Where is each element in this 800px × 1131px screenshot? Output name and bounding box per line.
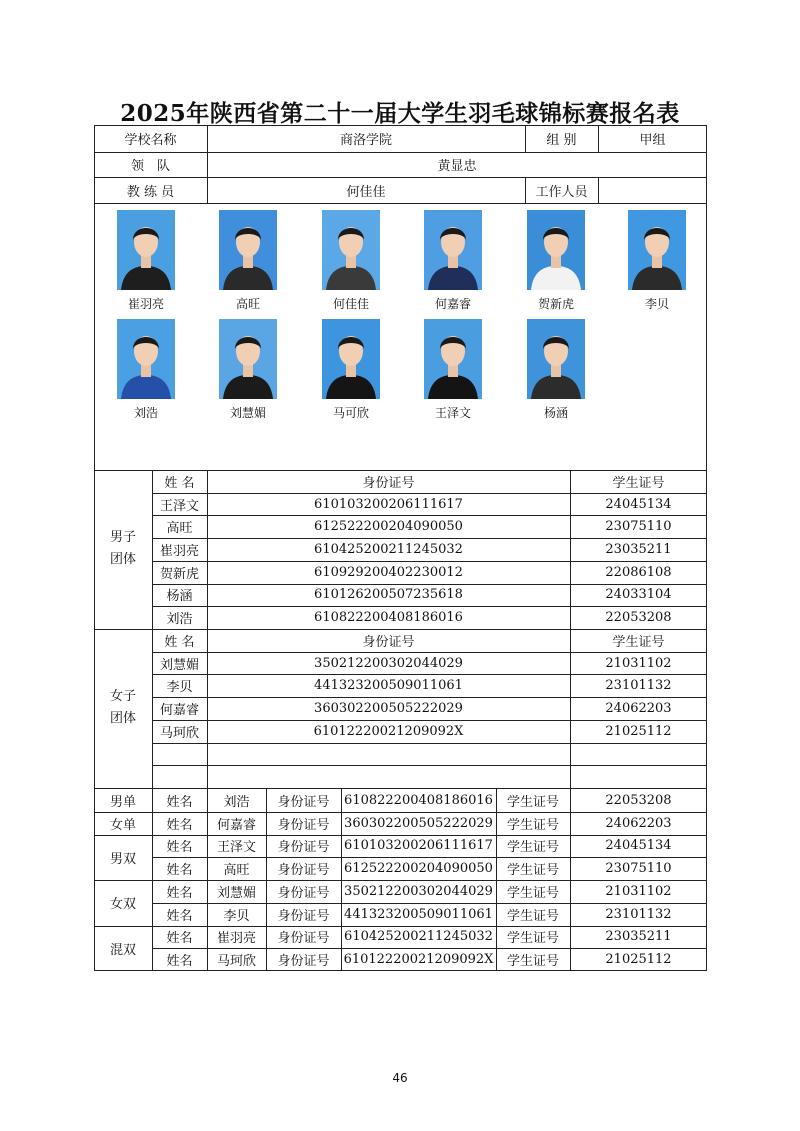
player-photo-name: 何佳佳 bbox=[332, 297, 369, 311]
member-name: 马珂欣 bbox=[159, 725, 199, 741]
member-id-number bbox=[207, 743, 570, 766]
player-photo-name: 刘慧媚 bbox=[229, 406, 266, 420]
coach-name: 何佳佳 bbox=[346, 184, 386, 200]
player-photo bbox=[424, 319, 482, 399]
student-label: 学生证号 bbox=[506, 817, 559, 833]
player-name: 何嘉睿 bbox=[216, 817, 256, 833]
group-value: 甲组 bbox=[639, 133, 666, 148]
student-label: 学生证号 bbox=[506, 794, 559, 810]
coach-label: 教 练 员 bbox=[126, 184, 175, 200]
column-header-name: 姓 名 bbox=[164, 634, 195, 650]
member-name: 李贝 bbox=[166, 680, 193, 696]
women-team-label: 女子 团体 bbox=[109, 689, 136, 727]
member-id-number bbox=[207, 765, 570, 788]
school-name: 商洛学院 bbox=[339, 133, 392, 148]
member-name: 贺新虎 bbox=[159, 566, 199, 582]
id-label: 身份证号 bbox=[277, 794, 330, 810]
member-id-number: 610126200507235618 bbox=[314, 587, 463, 603]
id-label: 身份证号 bbox=[277, 863, 330, 879]
member-student-number: 24045134 bbox=[605, 496, 672, 512]
player-name: 高旺 bbox=[223, 863, 250, 879]
player-student-number: 23075110 bbox=[605, 861, 672, 877]
member-student-number: 21025112 bbox=[605, 723, 672, 739]
player-id-number: 350212200302044029 bbox=[344, 883, 493, 899]
member-id-number: 360302200505222029 bbox=[314, 700, 463, 716]
player-id-number: 441323200509011061 bbox=[344, 906, 493, 922]
page-title: 2025年陕西省第二十一届大学生羽毛球锦标赛报名表 bbox=[120, 100, 680, 127]
id-label: 身份证号 bbox=[277, 908, 330, 924]
player-id-number: 612522200204090050 bbox=[344, 861, 493, 877]
name-label: 姓名 bbox=[166, 863, 193, 879]
player-name: 崔羽亮 bbox=[216, 931, 256, 947]
staff-value bbox=[598, 177, 707, 203]
id-label: 身份证号 bbox=[277, 954, 330, 970]
player-student-number: 21025112 bbox=[605, 952, 672, 968]
player-id-number: 61012220021209092X bbox=[343, 952, 494, 968]
member-student-number bbox=[570, 765, 707, 788]
column-header-id: 身份证号 bbox=[362, 475, 415, 491]
player-student-number: 22053208 bbox=[605, 792, 672, 808]
group-label: 组 别 bbox=[546, 133, 577, 148]
student-label: 学生证号 bbox=[506, 954, 559, 970]
member-name: 高旺 bbox=[166, 521, 193, 537]
player-photo-name: 崔羽亮 bbox=[127, 297, 164, 311]
name-label: 姓名 bbox=[166, 954, 193, 970]
player-photo-name: 刘浩 bbox=[133, 406, 158, 420]
event-label: 男单 bbox=[109, 794, 136, 810]
player-student-number: 24062203 bbox=[605, 815, 672, 831]
member-id-number: 61012220021209092X bbox=[313, 723, 464, 739]
school-label: 学校名称 bbox=[124, 133, 177, 148]
member-id-number: 610929200402230012 bbox=[314, 564, 463, 580]
id-label: 身份证号 bbox=[277, 885, 330, 901]
player-name: 马珂欣 bbox=[216, 954, 256, 970]
column-header-name: 姓 名 bbox=[164, 475, 195, 491]
player-photo-name: 李贝 bbox=[644, 297, 669, 311]
grid-line bbox=[94, 926, 152, 927]
student-label: 学生证号 bbox=[506, 863, 559, 879]
member-student-number: 23035211 bbox=[605, 541, 672, 557]
player-photo bbox=[527, 210, 585, 290]
player-name: 李贝 bbox=[223, 908, 250, 924]
member-student-number: 24033104 bbox=[605, 587, 672, 603]
player-photo bbox=[628, 210, 686, 290]
member-name: 刘浩 bbox=[166, 612, 193, 628]
member-student-number: 21031102 bbox=[605, 655, 672, 671]
staff-label: 工作人员 bbox=[535, 184, 588, 200]
event-label: 男双 bbox=[109, 851, 136, 867]
player-name: 王泽文 bbox=[216, 840, 256, 856]
player-student-number: 21031102 bbox=[605, 883, 672, 899]
member-id-number: 350212200302044029 bbox=[314, 655, 463, 671]
member-id-number: 610425200211245032 bbox=[314, 541, 463, 557]
student-label: 学生证号 bbox=[506, 908, 559, 924]
player-name: 刘慧媚 bbox=[216, 885, 256, 901]
player-photo bbox=[219, 319, 277, 399]
name-label: 姓名 bbox=[166, 794, 193, 810]
player-photo bbox=[117, 319, 175, 399]
student-label: 学生证号 bbox=[506, 840, 559, 856]
player-id-number: 360302200505222029 bbox=[344, 815, 493, 831]
id-label: 身份证号 bbox=[277, 817, 330, 833]
member-id-number: 441323200509011061 bbox=[314, 678, 463, 694]
player-photo bbox=[117, 210, 175, 290]
player-name: 刘浩 bbox=[223, 794, 250, 810]
column-header-student: 学生证号 bbox=[612, 634, 665, 650]
player-photo-name: 马可欣 bbox=[332, 406, 369, 420]
name-label: 姓名 bbox=[166, 931, 193, 947]
player-photo-name: 王泽文 bbox=[434, 406, 471, 420]
player-photo bbox=[322, 319, 380, 399]
men-team-label: 男子 团体 bbox=[109, 530, 136, 568]
member-name: 王泽文 bbox=[159, 498, 199, 514]
name-label: 姓名 bbox=[166, 885, 193, 901]
player-photo-name: 高旺 bbox=[235, 297, 260, 311]
column-header-student: 学生证号 bbox=[612, 475, 665, 491]
grid-line bbox=[94, 812, 152, 813]
member-student-number bbox=[570, 743, 707, 766]
player-photo-name: 贺新虎 bbox=[537, 297, 574, 311]
member-student-number: 22053208 bbox=[605, 610, 672, 626]
page-number: 46 bbox=[392, 1071, 408, 1085]
column-header-id: 身份证号 bbox=[362, 634, 415, 650]
student-label: 学生证号 bbox=[506, 931, 559, 947]
member-name: 崔羽亮 bbox=[159, 543, 199, 559]
event-label: 混双 bbox=[109, 942, 136, 958]
player-id-number: 610103200206111617 bbox=[344, 838, 493, 854]
grid-line bbox=[94, 880, 152, 881]
event-label: 女双 bbox=[109, 897, 136, 913]
member-student-number: 22086108 bbox=[605, 564, 672, 580]
player-photo bbox=[424, 210, 482, 290]
member-name: 何嘉睿 bbox=[159, 702, 199, 718]
grid-line bbox=[94, 203, 707, 204]
player-photo-name: 杨涵 bbox=[543, 406, 568, 420]
member-id-number: 610103200206111617 bbox=[314, 496, 463, 512]
player-student-number: 23035211 bbox=[605, 929, 672, 945]
player-id-number: 610822200408186016 bbox=[344, 792, 493, 808]
id-label: 身份证号 bbox=[277, 840, 330, 856]
member-id-number: 610822200408186016 bbox=[314, 610, 463, 626]
member-student-number: 23075110 bbox=[605, 519, 672, 535]
grid-line bbox=[94, 835, 152, 836]
player-student-number: 23101132 bbox=[605, 906, 672, 922]
player-photo bbox=[322, 210, 380, 290]
id-label: 身份证号 bbox=[277, 931, 330, 947]
name-label: 姓名 bbox=[166, 908, 193, 924]
player-id-number: 610425200211245032 bbox=[344, 929, 493, 945]
name-label: 姓名 bbox=[166, 817, 193, 833]
event-label: 女单 bbox=[109, 817, 136, 833]
member-name: 刘慧媚 bbox=[159, 657, 199, 673]
leader-label: 领 队 bbox=[130, 159, 170, 174]
player-student-number: 24045134 bbox=[605, 838, 672, 854]
player-photo bbox=[219, 210, 277, 290]
player-photo bbox=[527, 319, 585, 399]
name-label: 姓名 bbox=[166, 840, 193, 856]
member-student-number: 24062203 bbox=[605, 700, 672, 716]
member-student-number: 23101132 bbox=[605, 678, 672, 694]
player-photo-name: 何嘉睿 bbox=[434, 297, 471, 311]
member-name bbox=[152, 743, 207, 766]
student-label: 学生证号 bbox=[506, 885, 559, 901]
member-name bbox=[152, 765, 207, 788]
leader-name: 黄显忠 bbox=[437, 159, 477, 174]
member-name: 杨涵 bbox=[166, 589, 193, 605]
member-id-number: 612522200204090050 bbox=[314, 519, 463, 535]
